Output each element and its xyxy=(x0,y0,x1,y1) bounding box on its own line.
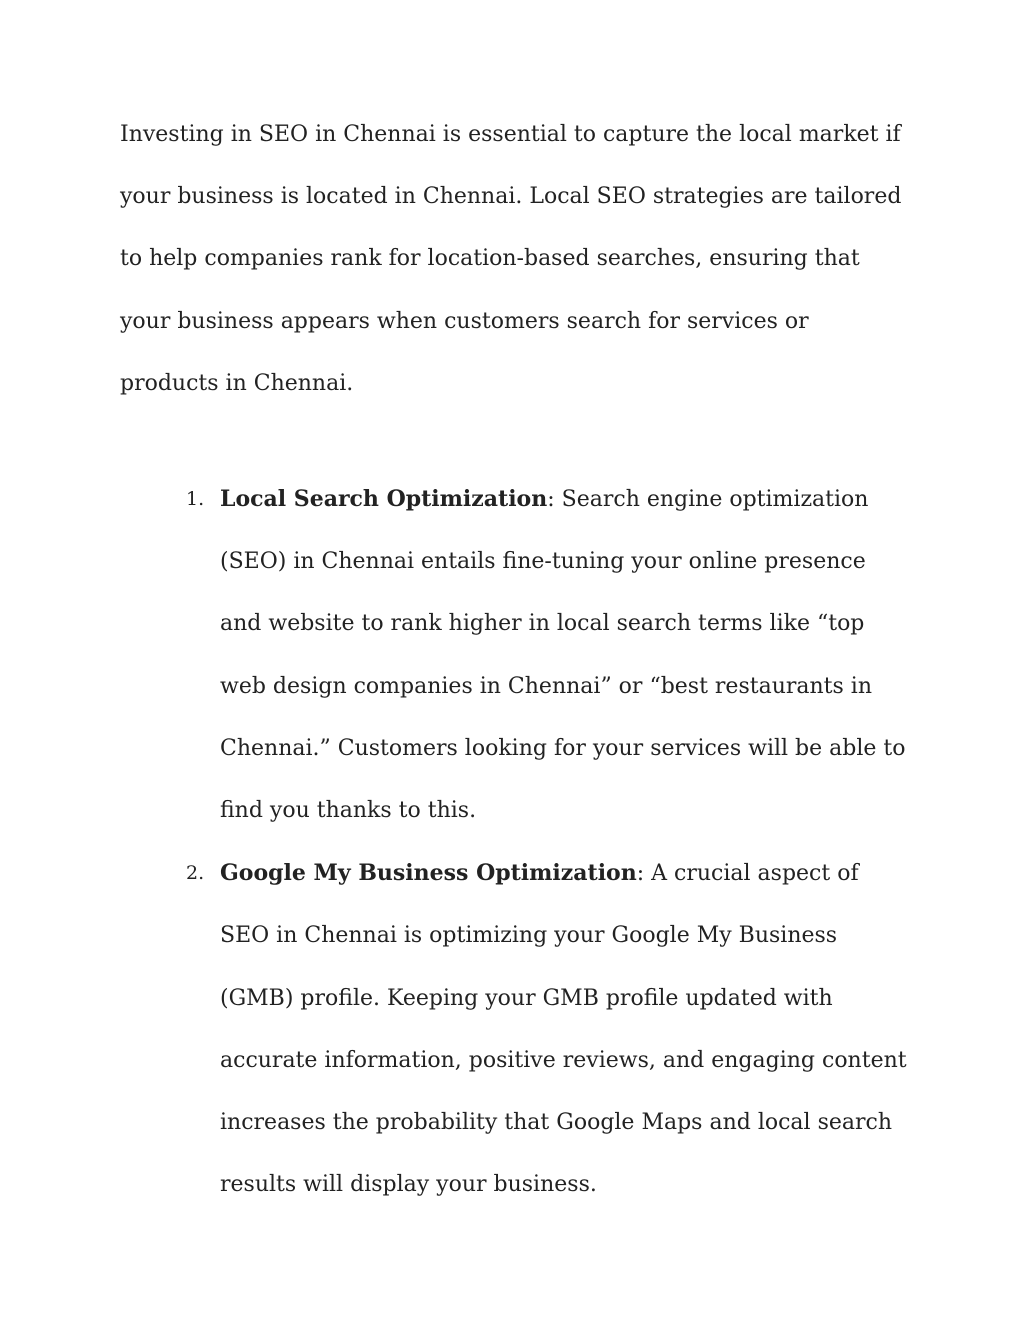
list-item-separator: : xyxy=(636,861,645,887)
list-item xyxy=(120,468,910,842)
list-item-body: Search engine optimization (SEO) in Chennai entails fine-tuning your online presence and website to rank higher in local search terms like “top web design companies in Chennai” or “best restaurants in Chennai.” Customers looking for your services will be able to find you thanks to this. xyxy=(220,487,906,824)
list-item-number: 1. xyxy=(186,488,205,510)
seo-steps-list xyxy=(120,468,910,1216)
intro-paragraph: Investing in SEO in Chennai is essential to capture the local market if your business is located in Chennai. Local SEO strategies are tailored to help companies rank for location-based searches, ensuring that your business appears when customers search for services or products in Chennai. xyxy=(120,122,902,396)
list-item-body: A crucial aspect of SEO in Chennai is optimizing your Google My Business (GMB) profile. Keeping your GMB profile updated with accurate information, positive reviews, and engaging content increases the probability that Google Maps and local search results will display your business. xyxy=(220,861,907,1198)
list-item xyxy=(120,842,910,1216)
list-item-title: Google My Business Optimization xyxy=(220,860,637,887)
list-item-number: 2. xyxy=(186,862,205,885)
list-item-separator: : xyxy=(547,487,555,512)
list-item-title: Local Search Optimization xyxy=(220,486,548,512)
